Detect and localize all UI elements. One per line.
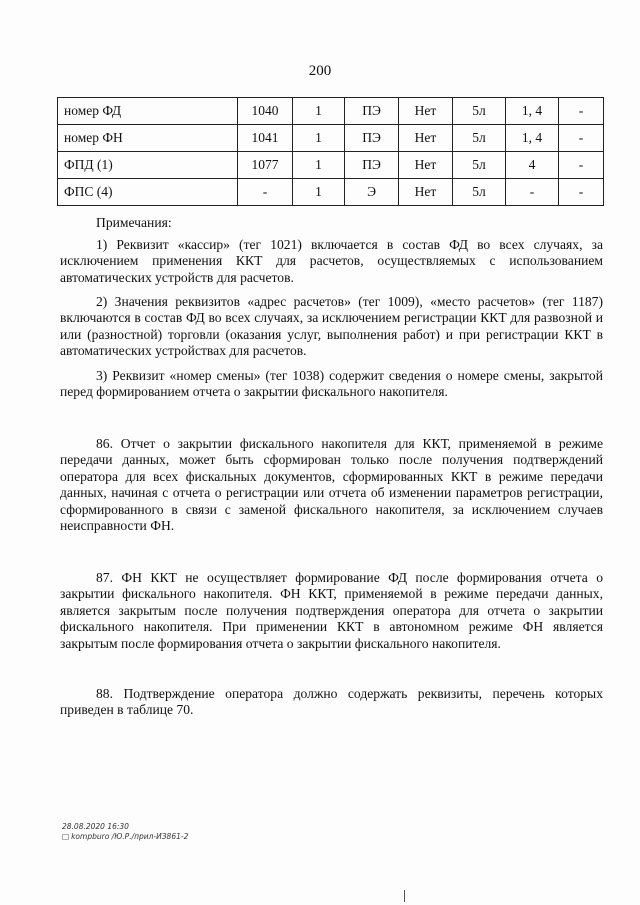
cell-value: - [558,98,603,125]
footer-timestamp: 28.08.2020 16:30 [62,822,129,831]
scan-mark [404,890,405,902]
cell-value: Э [345,179,399,206]
cell-value: ПЭ [345,125,399,152]
note-3: 3) Реквизит «номер смены» (тег 1038) содержит сведения о номере смены, закрытой перед формированием отчета о закрытии фискального накопителя. [60,368,603,400]
cell-value: - [506,179,559,206]
cell-value: 5л [452,179,505,206]
cell-value: Нет [398,98,452,125]
cell-value: 1, 4 [506,125,559,152]
note-1: 1) Реквизит «кассир» (тег 1021) включается в состав ФД во всех случаях, за исключением применения ККТ для расчетов, осуществляемых с использованием автоматических устройств для расчетов. [60,237,603,285]
cell-value: 5л [452,125,505,152]
paragraph-88: 88. Подтверждение оператора должно содержать реквизиты, перечень которых приведен в таблице 70. [60,686,603,718]
cell-value: 1 [292,152,344,179]
footer-path: kompburo /Ю.Р./прил-ИЗ861-2 [71,832,189,841]
cell-value: Нет [398,179,452,206]
cell-value: 4 [506,152,559,179]
table-row [58,125,604,152]
cell-value: ПЭ [345,98,399,125]
table-row [58,152,604,179]
cell-tag: - [238,179,293,206]
cell-value: - [558,152,603,179]
paragraph-86: 86. Отчет о закрытии фискального накопителя для ККТ, применяемой в режиме передачи данных, может быть сформирован только после получения подтверждений оператора для всех фискальных документов, сформированных ККТ в режиме передачи данных, начиная с отчета о регистрации или отчета об изменении параметров регистрации, сформированного в связи с заменой фискального накопителя, за исключением случаев неисправности ФН. [60,436,603,534]
paragraph-87: 87. ФН ККТ не осуществляет формирование ФД после формирования отчета о закрытии фискального накопителя. ФН ККТ, применяемой в режиме передачи данных, является закрытым после получения подтверждения оператора для отчета о закрытии фискального накопителя. При применении ККТ в автономном режиме ФН является закрытым после формирования отчета о закрытии фискального накопителя. [60,570,603,651]
cell-name: ФПС (4) [58,179,238,206]
cell-value: ПЭ [345,152,399,179]
cell-value: Нет [398,125,452,152]
cell-name: ФПД (1) [58,152,238,179]
footer-path-line [62,832,188,841]
notes-title: Примечания: [96,215,172,230]
cell-value: 5л [452,98,505,125]
table-row [58,179,604,206]
cell-value: Нет [398,152,452,179]
page-number: 200 [308,63,332,79]
requisites-table [57,97,604,206]
document-icon: □ [62,832,70,841]
cell-value: 1 [292,125,344,152]
cell-name: номер ФН [58,125,238,152]
cell-value: - [558,125,603,152]
note-2: 2) Значения реквизитов «адрес расчетов» (тег 1009), «место расчетов» (тег 1187) включаются в состав ФД во всех случаях, за исключением регистрации ККТ для развозной и или (разностной) торговли (оказания услуг, выполнения работ) и при регистрации ККТ в автоматических устройствах для расчетов. [60,294,603,359]
cell-tag: 1040 [238,98,293,125]
cell-value: 1, 4 [506,98,559,125]
cell-tag: 1041 [238,125,293,152]
cell-value: 1 [292,179,344,206]
cell-value: 1 [292,98,344,125]
cell-name: номер ФД [58,98,238,125]
cell-value: 5л [452,152,505,179]
cell-value: - [558,179,603,206]
cell-tag: 1077 [238,152,293,179]
table-row [58,98,604,125]
